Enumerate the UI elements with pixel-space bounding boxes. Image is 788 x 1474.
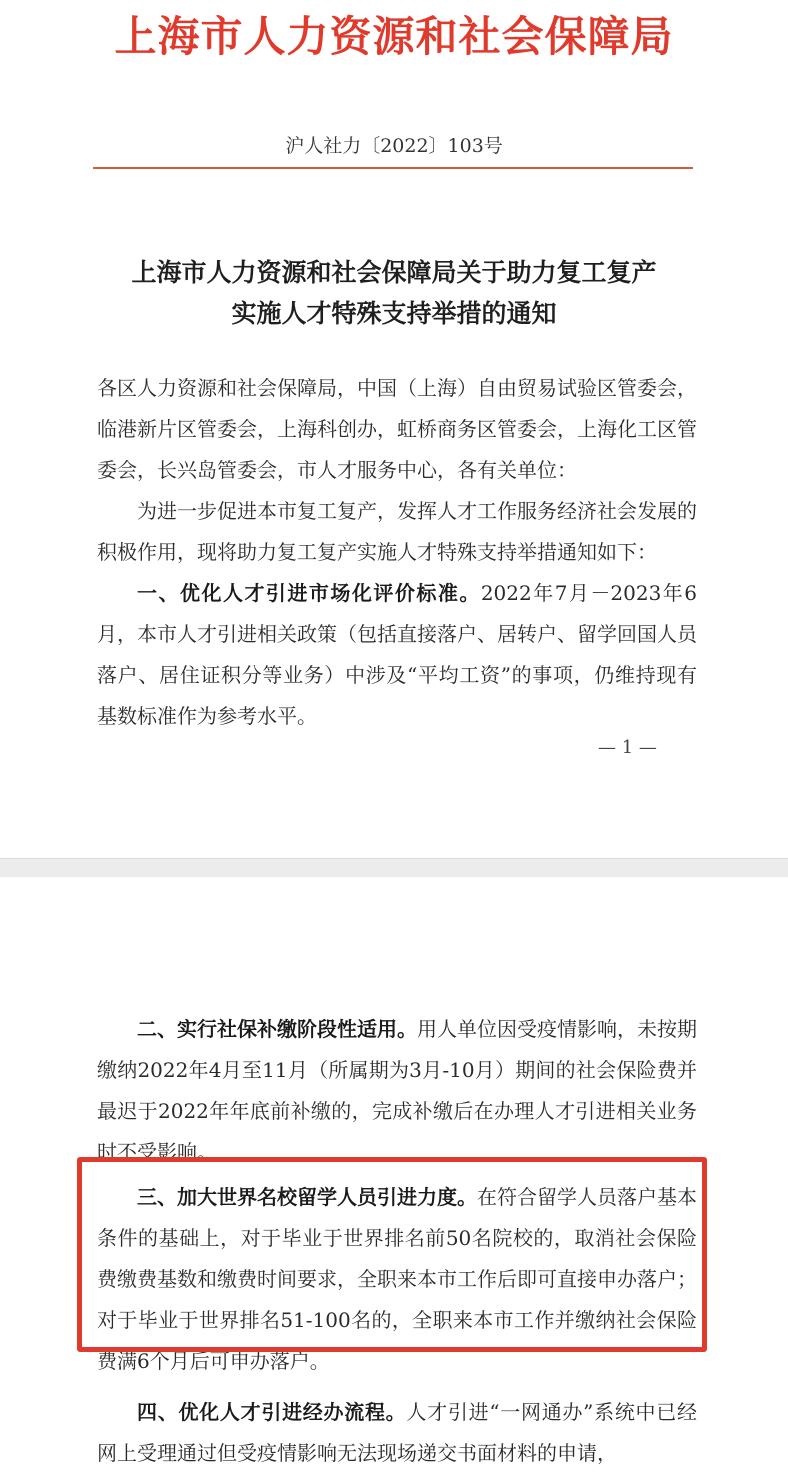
item-1-text: 2022年7月－2023年6月，本市人才引进相关政策（包括直接落户、居转户、留学回国人员落户、居住证积分等业务）中涉及“平均工资”的事项，仍维持现有基数标准作为参考水平。 (97, 581, 698, 728)
item-4-paragraph (97, 1392, 697, 1474)
red-highlight-box (77, 1157, 707, 1352)
recipients-paragraph: 各区人力资源和社会保障局，中国（上海）自由贸易试验区管委会，临港新片区管委会，上海科创办，虹桥商务区管委会，上海化工区管委会，长兴岛管委会，市人才服务中心，各有关单位： (97, 376, 697, 482)
page-separator (0, 858, 788, 878)
item-4-text: 人才引进“一网通办”系统中已经网上受理通过但受疫情影响无法现场递交书面材料的申请， (97, 1400, 698, 1465)
intro-paragraph: 为进一步促进本市复工复产，发挥人才工作服务经济社会发展的积极作用，现将助力复工复产实施人才特殊支持举措通知如下： (97, 499, 697, 564)
page1-body (97, 368, 697, 737)
document-title (0, 252, 788, 334)
item-3-text: 在符合留学人员落户基本条件的基础上，对于毕业于世界排名前50名院校的，取消社会保险费缴费基数和缴费时间要求，全职来本市工作后即可直接申办落户；对于毕业于世界排名51-100名的，全职来本市工作并缴纳社会保险费满6个月后可申办落户。 (97, 1185, 697, 1373)
item-2-heading: 二、实行社保补缴阶段性适用。 (137, 1017, 417, 1041)
issuing-authority-header: 上海市人力资源和社会保障局 (114, 12, 674, 61)
item-2-paragraph (97, 1009, 697, 1173)
document-number: 沪人社力〔2022〕103号 (285, 135, 503, 157)
header-red-rule (93, 167, 693, 169)
document-page-2 (0, 877, 788, 1465)
item-1-heading: 一、优化人才引进市场化评价标准。 (137, 581, 481, 605)
item-4-heading: 四、优化人才引进经办流程。 (137, 1400, 407, 1424)
item-3-heading: 三、加大世界名校留学人员引进力度。 (137, 1185, 477, 1209)
item-1-paragraph (97, 573, 697, 737)
item-2-text: 用人单位因受疫情影响，未按期缴纳2022年4月至11月（所属期为3月-10月）期间的社会保险费并最迟于2022年年底前补缴的，完成补缴后在办理人才引进相关业务时不受影响。 (97, 1017, 697, 1164)
title-line-2: 实施人才特殊支持举措的通知 (231, 299, 557, 328)
title-line-1: 上海市人力资源和社会保障局关于助力复工复产 (131, 258, 657, 287)
page-number: — 1 — (598, 737, 657, 758)
